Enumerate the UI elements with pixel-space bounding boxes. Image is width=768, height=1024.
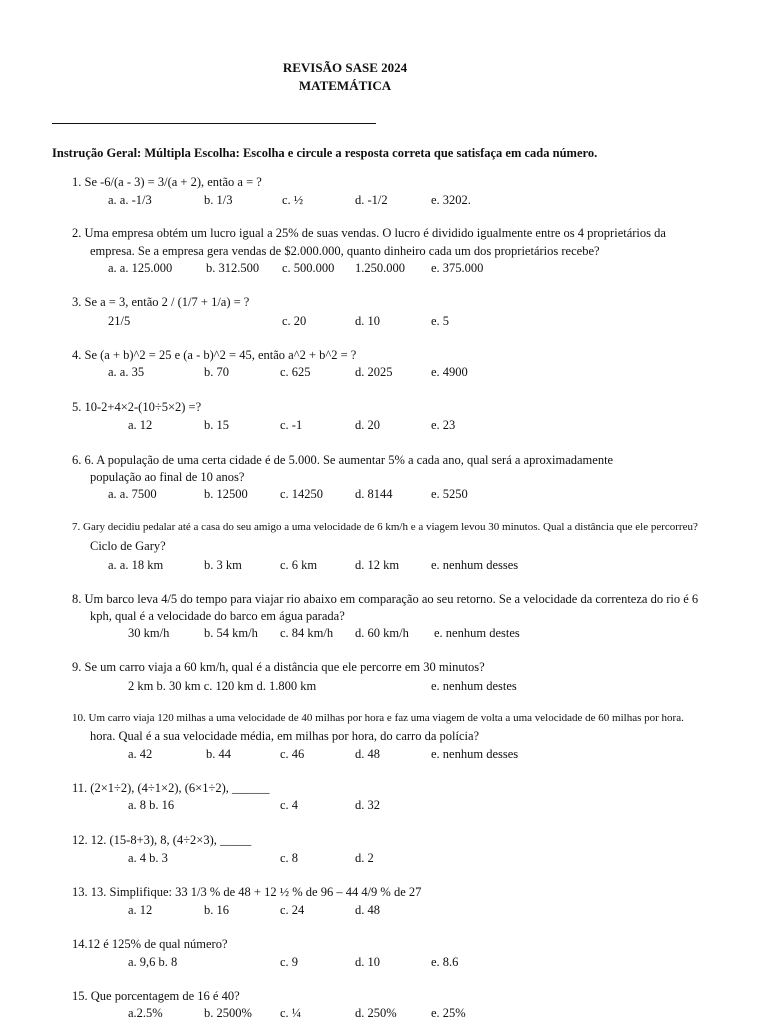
- question-13-option-c: c. 24: [280, 903, 305, 917]
- question-15-text: 15. Que porcentagem de 16 é 40?: [72, 989, 240, 1003]
- question-1-text: 1. Se -6/(a - 3) = 3/(a + 2), então a = ?: [72, 175, 262, 189]
- question-11-text: 11. (2×1÷2), (4÷1×2), (6×1÷2), ______: [72, 781, 270, 795]
- question-12-options-a-b: a. 4 b. 3: [128, 851, 168, 865]
- question-9-options-a-to-d: 2 km b. 30 km c. 120 km d. 1.800 km: [128, 679, 317, 693]
- question-10-text: 10. Um carro viaja 120 milhas a uma velocidade de 40 milhas por hora e faz uma viagem de volta a uma velocidade de 60 milhas por hora.: [72, 712, 684, 724]
- question-4-text: 4. Se (a + b)^2 = 25 e (a - b)^2 = 45, então a^2 + b^2 = ?: [72, 348, 357, 362]
- question-8-option-c: c. 84 km/h: [280, 626, 334, 640]
- question-3-option-e: e. 5: [431, 314, 450, 328]
- question-3-option-d: d. 10: [355, 314, 380, 328]
- question-1-option-c: c. ½: [282, 193, 304, 207]
- question-12-option-c: c. 8: [280, 851, 299, 865]
- question-11-options-a-b: a. 8 b. 16: [128, 798, 175, 812]
- question-7-option-b: b. 3 km: [204, 558, 242, 572]
- question-7-option-e: e. nenhum desses: [431, 558, 519, 572]
- question-10-option-a: a. 42: [128, 747, 153, 761]
- question-12-option-d: d. 2: [355, 851, 374, 865]
- question-8-option-b: b. 54 km/h: [204, 626, 258, 640]
- question-4-option-c: c. 625: [280, 365, 311, 379]
- question-7-text-cont: Ciclo de Gary?: [90, 539, 166, 553]
- question-8-text-cont: kph, qual é a velocidade do barco em água parada?: [90, 609, 345, 623]
- question-4-option-b: b. 70: [204, 365, 229, 379]
- question-2-option-b: b. 312.500: [206, 261, 260, 275]
- question-4-option-e: e. 4900: [431, 365, 468, 379]
- question-9-text: 9. Se um carro viaja a 60 km/h, qual é a distância que ele percorre em 30 minutos?: [72, 660, 485, 674]
- question-5-option-a: a. 12: [128, 418, 153, 432]
- question-7-option-d: d. 12 km: [355, 558, 400, 572]
- question-1-option-e: e. 3202.: [431, 193, 471, 207]
- question-15-option-d: d. 250%: [355, 1006, 397, 1020]
- question-11-option-d: d. 32: [355, 798, 380, 812]
- question-14-option-c: c. 9: [280, 955, 299, 969]
- question-6-option-b: b. 12500: [204, 487, 248, 501]
- question-13-option-a: a. 12: [128, 903, 153, 917]
- question-15-option-c: c. ¼: [280, 1006, 302, 1020]
- question-1-option-a: a. a. -1/3: [108, 193, 152, 207]
- question-1-option-d: d. -1/2: [355, 193, 388, 207]
- question-6-option-c: c. 14250: [280, 487, 324, 501]
- question-15-option-e: e. 25%: [431, 1006, 466, 1020]
- question-3-text: 3. Se a = 3, então 2 / (1/7 + 1/a) = ?: [72, 295, 250, 309]
- question-3-option-c: c. 20: [282, 314, 307, 328]
- question-6-option-a: a. a. 7500: [108, 487, 157, 501]
- question-14-options-a-b: a. 9,6 b. 8: [128, 955, 178, 969]
- question-6-option-d: d. 8144: [355, 487, 393, 501]
- question-13-text: 13. 13. Simplifique: 33 1/3 % de 48 + 12 ½ % de 96 – 44 4/9 % de 27: [72, 885, 422, 899]
- question-15-option-b: b. 2500%: [204, 1006, 252, 1020]
- question-10-option-d: d. 48: [355, 747, 380, 761]
- question-5-option-d: d. 20: [355, 418, 380, 432]
- question-10-option-e: e. nenhum desses: [431, 747, 519, 761]
- question-2-option-a: a. a. 125.000: [108, 261, 173, 275]
- general-instruction: Instrução Geral: Múltipla Escolha: Escolha e circule a resposta correta que satisfaça em cada número.: [52, 146, 598, 160]
- question-5-text: 5. 10-2+4×2-(10÷5×2) =?: [72, 400, 202, 414]
- document-subject: MATEMÁTICA: [298, 78, 392, 93]
- question-8-text: 8. Um barco leva 4/5 do tempo para viajar rio abaixo em comparação ao seu retorno. Se a velocidade da correnteza do rio é 6: [72, 592, 699, 606]
- question-11-option-c: c. 4: [280, 798, 299, 812]
- question-12-text: 12. 12. (15-8+3), 8, (4÷2×3), _____: [72, 833, 252, 847]
- question-9-option-e: e. nenhum destes: [431, 679, 517, 693]
- document-title: REVISÃO SASE 2024: [282, 60, 408, 75]
- question-14-option-e: e. 8.6: [431, 955, 459, 969]
- question-13-option-d: d. 48: [355, 903, 380, 917]
- question-7-option-c: c. 6 km: [280, 558, 318, 572]
- question-2-text: 2. Uma empresa obtém um lucro igual a 25% de suas vendas. O lucro é dividido igualmente entre os 4 proprietários da: [72, 226, 666, 240]
- question-2-option-e: e. 375.000: [431, 261, 484, 275]
- question-2-option-c: c. 500.000: [282, 261, 335, 275]
- question-3-option-a: 21/5: [108, 314, 131, 328]
- question-8-option-d: d. 60 km/h: [355, 626, 409, 640]
- question-10-option-b: b. 44: [206, 747, 231, 761]
- question-6-option-e: e. 5250: [431, 487, 468, 501]
- question-7-text: 7. Gary decidiu pedalar até a casa do seu amigo a uma velocidade de 6 km/h e a viagem levou 30 minutos. Qual a distância que ele percorreu?: [72, 521, 698, 533]
- question-5-option-b: b. 15: [204, 418, 229, 432]
- question-6-text-cont: população ao final de 10 anos?: [90, 470, 245, 484]
- question-14-text: 14.12 é 125% de qual número?: [72, 937, 228, 951]
- question-10-option-c: c. 46: [280, 747, 305, 761]
- question-5-option-c: c. -1: [280, 418, 303, 432]
- name-line: [52, 123, 376, 124]
- question-8-option-a: 30 km/h: [128, 626, 170, 640]
- question-6-text: 6. 6. A população de uma certa cidade é de 5.000. Se aumentar 5% a cada ano, qual será a aproximadamente: [72, 453, 614, 467]
- question-13-option-b: b. 16: [204, 903, 229, 917]
- question-14-option-d: d. 10: [355, 955, 380, 969]
- question-1-option-b: b. 1/3: [204, 193, 233, 207]
- question-4-option-a: a. a. 35: [108, 365, 145, 379]
- question-15-option-a: a.2.5%: [128, 1006, 163, 1020]
- question-10-text-cont: hora. Qual é a sua velocidade média, em milhas por hora, do carro da polícia?: [90, 729, 480, 743]
- question-4-option-d: d. 2025: [355, 365, 393, 379]
- question-2-option-d: 1.250.000: [355, 261, 405, 275]
- question-7-option-a: a. a. 18 km: [108, 558, 164, 572]
- question-8-option-e: e. nenhum destes: [434, 626, 520, 640]
- question-5-option-e: e. 23: [431, 418, 456, 432]
- question-2-text-cont: empresa. Se a empresa gera vendas de $2.000.000, quanto dinheiro cada um dos proprietários recebe?: [90, 244, 600, 258]
